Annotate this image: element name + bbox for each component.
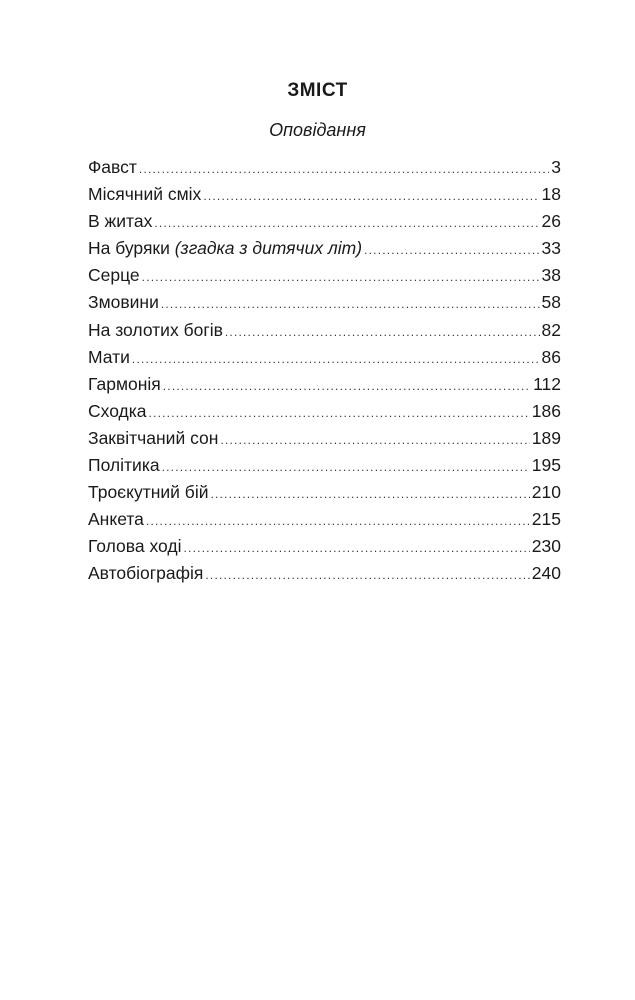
toc-entry-title-text: Голова ході xyxy=(88,536,182,557)
toc-entry xyxy=(88,292,561,319)
toc-entry-title xyxy=(88,265,140,286)
toc-entry xyxy=(88,157,561,184)
toc-entry xyxy=(88,563,561,590)
toc-dot-leader xyxy=(162,460,530,474)
toc-entry-title xyxy=(88,536,182,557)
toc-entry xyxy=(88,184,561,211)
toc-page-number: 186 xyxy=(531,400,561,421)
toc-dot-leader xyxy=(225,325,540,339)
toc-entry xyxy=(88,482,561,509)
toc-entry xyxy=(88,347,561,374)
toc-entry-title-text: На золотих богів xyxy=(88,319,223,340)
toc-entry-title xyxy=(88,238,362,259)
toc-page-number: 58 xyxy=(541,292,561,313)
toc-page-number: 82 xyxy=(541,319,561,340)
toc-dot-leader xyxy=(139,162,549,176)
toc-dot-leader xyxy=(220,433,529,447)
toc-entry-title-text: Заквітчаний сон xyxy=(88,427,219,448)
toc-entry-title-text: Сходка xyxy=(88,400,147,421)
toc-entry-title xyxy=(88,292,159,313)
toc-page-number: 26 xyxy=(541,211,561,232)
toc-page-number: 215 xyxy=(531,509,561,530)
toc-entry-title xyxy=(88,211,152,232)
toc-entry-title xyxy=(88,563,203,584)
toc-dot-leader xyxy=(161,297,540,311)
toc-entry xyxy=(88,374,561,401)
page-title: ЗМІСТ xyxy=(287,80,348,101)
toc-entry-title-text: На буряки xyxy=(88,238,175,259)
toc-entry xyxy=(88,211,561,238)
toc-entry xyxy=(88,509,561,536)
toc-page-number: 18 xyxy=(541,184,561,205)
toc-entry-title xyxy=(88,482,208,503)
table-of-contents xyxy=(88,157,561,591)
toc-dot-leader xyxy=(154,216,539,230)
toc-page-number: 33 xyxy=(541,238,561,259)
toc-page-number: 86 xyxy=(541,346,561,367)
toc-entry xyxy=(88,455,561,482)
toc-dot-leader xyxy=(210,487,529,501)
toc-entry xyxy=(88,401,561,428)
toc-entry xyxy=(88,536,561,563)
toc-entry xyxy=(88,265,561,292)
toc-dot-leader xyxy=(163,379,531,393)
toc-entry-title-text: Серце xyxy=(88,265,140,286)
toc-entry-title xyxy=(88,157,137,178)
toc-entry-title xyxy=(88,401,147,422)
toc-entry-title xyxy=(88,320,223,341)
toc-dot-leader xyxy=(149,406,530,420)
toc-entry-title-text: Політика xyxy=(88,455,160,476)
toc-entry xyxy=(88,320,561,347)
toc-dot-leader xyxy=(142,270,540,284)
toc-page-number: 230 xyxy=(531,536,561,557)
toc-entry-title xyxy=(88,509,144,530)
toc-entry-subtitle: (згадка з дитячих літ) xyxy=(174,238,363,259)
section-heading: Оповідання xyxy=(269,120,366,140)
toc-dot-leader xyxy=(203,189,539,203)
toc-entry-title-text: Змовини xyxy=(88,292,159,313)
toc-entry-title xyxy=(88,428,218,449)
toc-entry-title-text: Місячний сміх xyxy=(88,184,202,205)
toc-entry-title-text: Автобіографія xyxy=(88,563,204,584)
toc-entry-title xyxy=(88,374,161,395)
toc-entry-title xyxy=(88,347,130,368)
toc-entry-title-text: Фавст xyxy=(88,157,137,177)
toc-page-number: 3 xyxy=(551,157,561,177)
toc-page-number: 210 xyxy=(531,482,561,503)
toc-dot-leader xyxy=(132,352,540,366)
toc-entry-title-text: Гармонія xyxy=(88,373,161,394)
toc-entry-title xyxy=(88,455,160,476)
toc-entry-title-text: В житах xyxy=(88,211,153,232)
toc-entry-title-text: Троєкутний бій xyxy=(88,482,209,503)
toc-entry xyxy=(88,428,561,455)
toc-dot-leader xyxy=(205,568,529,582)
toc-page-number: 189 xyxy=(531,427,561,448)
toc-entry xyxy=(88,238,561,265)
toc-page-number: 240 xyxy=(531,563,561,584)
toc-entry-title-text: Мати xyxy=(88,346,130,367)
toc-dot-leader xyxy=(146,514,530,528)
toc-entry-title-text: Анкета xyxy=(88,509,144,530)
toc-page-number: 38 xyxy=(541,265,561,286)
toc-dot-leader xyxy=(364,243,539,257)
toc-entry-title xyxy=(88,184,201,205)
toc-dot-leader xyxy=(184,541,530,555)
toc-page-number: 112 xyxy=(533,373,561,394)
toc-page-number: 195 xyxy=(531,455,561,476)
